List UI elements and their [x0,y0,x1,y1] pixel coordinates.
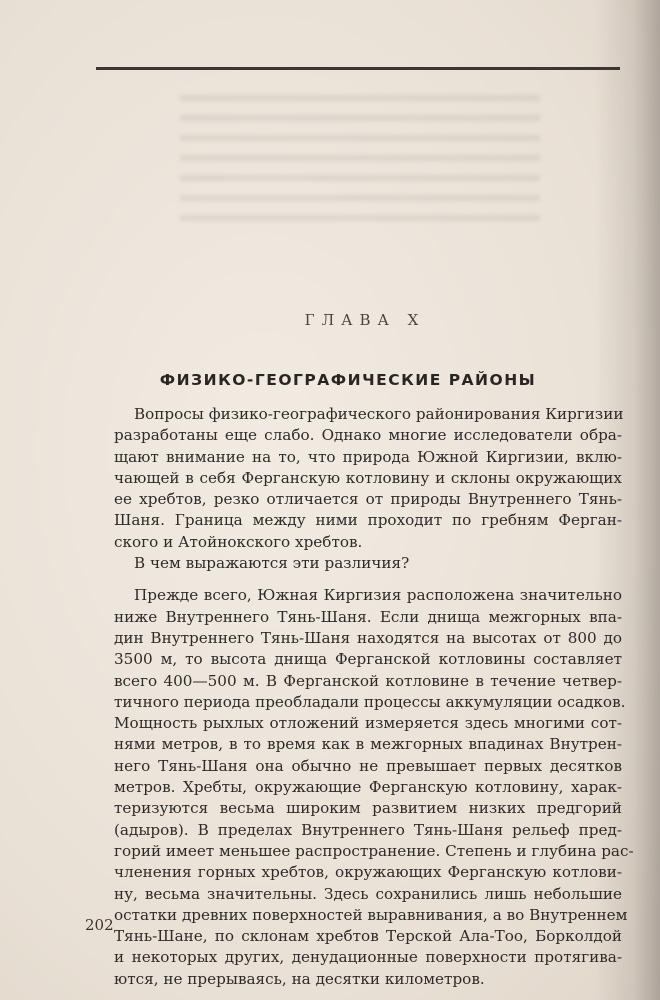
chapter-heading: ГЛАВА X [304,311,426,329]
text-line: Мощность рыхлых отложений измеряется здесь многими сот- [114,714,622,733]
text-line: остатки древних поверхностей выравнивания, а во Внутреннем [114,905,628,924]
text-line: тичного периода преобладали процессы аккумуляции осадков. [114,692,626,711]
text-line: ну, весьма значительны. Здесь сохранились лишь небольшие [114,884,622,903]
text-line: дин Внутреннего Тянь-Шаня находятся на высотах от 800 до [114,628,622,647]
header-rule [96,67,620,70]
text-line: Вопросы физико-географического районирования Киргизии [134,405,624,423]
text-line: ее хребтов, резко отличается от природы Внутреннего Тянь- [114,490,622,509]
text-line: В чем выражаются эти различия? [134,554,410,573]
text-line: него Тянь-Шаня она обычно не превышает первых десятков [114,756,622,775]
page-number: 202 [85,916,114,934]
text-line: ского и Атойнокского хребтов. [114,532,363,551]
text-line: разработаны еще слабо. Однако многие исследователи обра- [114,426,622,445]
text-line: ются, не прерываясь, на десятки километров. [114,969,485,988]
text-line: членения горных хребтов, окружающих Ферганскую котлови- [114,863,622,882]
text-line: (адыров). В пределах Внутреннего Тянь-Шаня рельеф пред- [114,820,622,839]
text-line: нями метров, в то время как в межгорных впадинах Внутрен- [114,735,622,754]
text-line: метров. Хребты, окружающие Ферганскую котловину, харак- [114,778,622,797]
text-line: Шаня. Граница между ними проходит по гребням Ферган- [114,511,622,530]
body-text [114,404,634,990]
bleed-through-shadow [180,95,540,225]
text-line: Прежде всего, Южная Киргизия расположена значительно [134,586,622,605]
text-line: щают внимание на то, что природа Южной Киргизии, вклю- [114,447,622,466]
text-line: теризуются весьма широким развитием низких предгорий [114,799,622,818]
text-line: и некоторых других, денудационные поверхности протягива- [114,948,622,967]
text-line: 3500 м, то высота днища Ферганской котловины составляет [114,650,622,669]
text-line: Тянь-Шане, по склонам хребтов Терской Ала-Тоо, Борколдой [114,927,622,946]
text-line: горий имеет меньшее распространение. Степень и глубина рас- [114,841,634,860]
text-line: ниже Внутреннего Тянь-Шаня. Если днища межгорных впа- [114,607,622,626]
chapter-title: ФИЗИКО-ГЕОГРАФИЧЕСКИЕ РАЙОНЫ [159,371,537,389]
text-line: чающей в себя Ферганскую котловину и склоны окружающих [114,468,622,487]
paragraph-gap [114,574,622,585]
text-line: всего 400—500 м. В Ферганской котловине в течение четвер- [114,671,622,690]
